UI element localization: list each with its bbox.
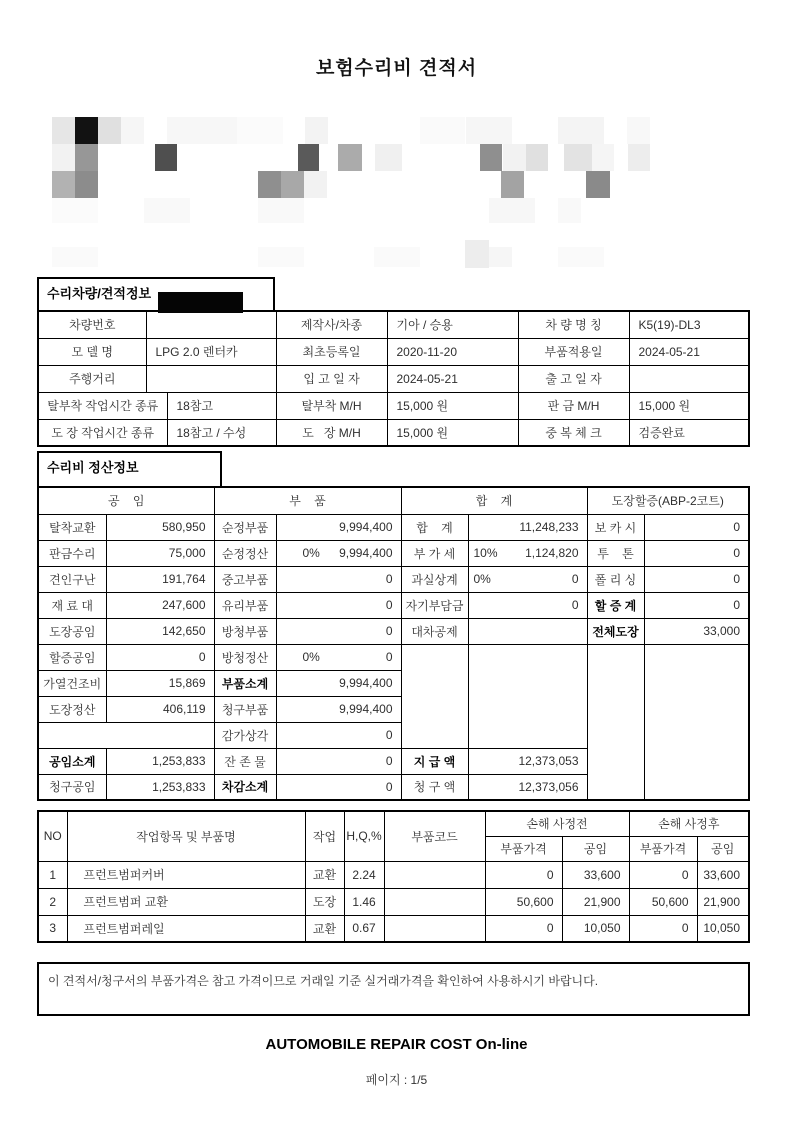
total-label: 과실상계	[401, 566, 468, 592]
work-type: 도장	[305, 888, 344, 915]
parts-value: 0	[276, 566, 401, 592]
after-labor: 10,050	[697, 915, 749, 942]
table-row	[38, 365, 749, 392]
redacted-pixel-block	[75, 171, 98, 198]
total-label: 청 구 액	[401, 774, 468, 800]
paint-value-empty	[644, 644, 749, 800]
labor-value: 142,650	[106, 618, 214, 644]
section-settlement-info	[37, 451, 222, 488]
header-before-labor: 공임	[562, 836, 629, 861]
group-header-paint: 도장할증(ABP-2코트)	[587, 487, 749, 514]
parts-label: 순정부품	[214, 514, 276, 540]
header-hq: H,Q,%	[344, 811, 384, 861]
value-maker: 기아 / 승용	[387, 311, 518, 338]
table-row	[38, 540, 749, 566]
labor-value: 406,119	[106, 696, 214, 722]
value-remove-type: 18참고	[167, 392, 276, 419]
total-label: 부 가 세	[401, 540, 468, 566]
label-model: 모 델 명	[38, 338, 146, 365]
header-after-price: 부품가격	[629, 836, 697, 861]
table-row	[38, 419, 749, 446]
redacted-pixel-block	[155, 144, 177, 171]
value-sheetmetal-mh: 15,000 원	[629, 392, 749, 419]
labor-value: 1,253,833	[106, 774, 214, 800]
label-remove-type: 탈부착 작업시간 종류	[38, 392, 167, 419]
paint-label: 보 카 시	[587, 514, 644, 540]
redacted-pixel-block	[480, 144, 502, 171]
labor-label: 청구공임	[38, 774, 106, 800]
paint-label-empty	[587, 644, 644, 800]
paint-label: 전체도장	[587, 618, 644, 644]
redacted-pixel-block	[52, 247, 98, 267]
work-hq: 0.67	[344, 915, 384, 942]
redacted-pixel-block	[52, 198, 98, 223]
redacted-pixel-block	[298, 144, 319, 171]
labor-value: 580,950	[106, 514, 214, 540]
work-item-row	[38, 861, 749, 888]
value-remove-mh: 15,000 원	[387, 392, 518, 419]
before-part-price: 0	[485, 915, 562, 942]
redacted-pixel-block	[75, 144, 98, 171]
group-header-labor: 공 임	[38, 487, 214, 514]
vehicle-info-table	[37, 310, 750, 447]
labor-label: 견인구난	[38, 566, 106, 592]
redacted-pixel-block	[52, 117, 75, 144]
total-value: 10% 1,124,820	[468, 540, 587, 566]
header-after: 손해 사정후	[629, 811, 749, 836]
group-header-total: 합 계	[401, 487, 587, 514]
work-no: 2	[38, 888, 67, 915]
label-first-reg: 최초등록일	[276, 338, 387, 365]
table-row	[38, 392, 749, 419]
label-maker: 제작사/차종	[276, 311, 387, 338]
redacted-pixel-block	[564, 144, 592, 171]
redacted-pixel-block	[338, 144, 362, 171]
labor-label: 도장정산	[38, 696, 106, 722]
paint-label: 폴 리 싱	[587, 566, 644, 592]
labor-label: 재 료 대	[38, 592, 106, 618]
table-row	[38, 592, 749, 618]
table-row	[38, 618, 749, 644]
total-label-empty	[401, 644, 468, 748]
footer-brand: AUTOMOBILE REPAIR COST On-line	[265, 1036, 528, 1053]
value-paint-mh: 15,000 원	[387, 419, 518, 446]
parts-value: 9,994,400	[276, 696, 401, 722]
document-title: 보험수리비 견적서	[315, 58, 478, 79]
total-label: 합 계	[401, 514, 468, 540]
total-value: 12,373,053	[468, 748, 587, 774]
work-items-table	[37, 810, 750, 943]
value-mileage	[146, 365, 276, 392]
parts-value: 0% 9,994,400	[276, 540, 401, 566]
label-out-date: 출 고 일 자	[518, 365, 629, 392]
redacted-pixel-block	[526, 144, 548, 171]
parts-value: 0% 0	[276, 644, 401, 670]
redacted-pixel-block	[121, 117, 144, 144]
labor-label: 할증공임	[38, 644, 106, 670]
total-value	[468, 618, 587, 644]
total-percent: 10%	[473, 546, 498, 560]
work-header-row	[38, 811, 749, 836]
before-part-price: 50,600	[485, 888, 562, 915]
parts-label: 방청부품	[214, 618, 276, 644]
redacted-pixel-block	[98, 117, 121, 144]
work-item-name: 프런트범퍼커버	[67, 861, 305, 888]
label-remove-mh: 탈부착 M/H	[276, 392, 387, 419]
redacted-pixel-block	[144, 198, 190, 223]
value-first-reg: 2020-11-20	[387, 338, 518, 365]
redacted-pixel-block	[628, 144, 650, 171]
header-code: 부품코드	[384, 811, 485, 861]
labor-label: 가열건조비	[38, 670, 106, 696]
redacted-pixel-block	[627, 117, 650, 144]
labor-value: 0	[106, 644, 214, 670]
redacted-pixel-block	[503, 144, 526, 171]
redacted-pixel-block	[489, 198, 535, 223]
notice-box	[37, 962, 750, 1016]
total-label: 자기부담금	[401, 592, 468, 618]
total-percent: 0%	[473, 572, 491, 586]
work-item-row	[38, 915, 749, 942]
labor-label: 탈착교환	[38, 514, 106, 540]
redacted-pixel-block	[558, 247, 604, 267]
header-before: 손해 사정전	[485, 811, 629, 836]
value-car-name: K5(19)-DL3	[629, 311, 749, 338]
parts-value: 0	[276, 722, 401, 748]
parts-label: 유리부품	[214, 592, 276, 618]
label-car-name: 차 량 명 칭	[518, 311, 629, 338]
paint-value: 33,000	[644, 618, 749, 644]
paint-value: 0	[644, 540, 749, 566]
labor-label: 판금수리	[38, 540, 106, 566]
parts-value: 9,994,400	[276, 514, 401, 540]
label-paint-type: 도 장 작업시간 종류	[38, 419, 167, 446]
table-row	[38, 566, 749, 592]
table-row	[38, 311, 749, 338]
redacted-pixel-block	[258, 247, 304, 267]
parts-label: 중고부품	[214, 566, 276, 592]
after-part-price: 50,600	[629, 888, 697, 915]
parts-label: 부품소계	[214, 670, 276, 696]
redacted-pixel-block	[374, 247, 420, 267]
parts-label: 잔 존 물	[214, 748, 276, 774]
section-title: 수리비 정산정보	[47, 460, 139, 475]
before-labor: 33,600	[562, 861, 629, 888]
section-title: 수리차량/견적정보	[47, 286, 152, 301]
group-header-parts: 부 품	[214, 487, 401, 514]
redacted-pixel-block	[167, 117, 237, 144]
redacted-pixel-block	[258, 198, 304, 223]
header-after-labor: 공임	[697, 836, 749, 861]
header-work: 작업	[305, 811, 344, 861]
label-plate-no: 차량번호	[38, 311, 146, 338]
total-value: 12,373,056	[468, 774, 587, 800]
redacted-pixel-block	[586, 171, 610, 198]
label-sheetmetal-mh: 판 금 M/H	[518, 392, 629, 419]
label-in-date: 입 고 일 자	[276, 365, 387, 392]
work-hq: 1.46	[344, 888, 384, 915]
redacted-pixel-block	[305, 117, 328, 144]
work-no: 1	[38, 861, 67, 888]
label-paint-mh: 도 장 M/H	[276, 419, 387, 446]
redacted-pixel-block	[466, 117, 512, 144]
total-value: 0% 0	[468, 566, 587, 592]
parts-value: 9,994,400	[276, 670, 401, 696]
redacted-pixel-block	[304, 171, 327, 198]
settlement-header-row	[38, 487, 749, 514]
notice-text: 이 견적서/청구서의 부품가격은 참고 가격이므로 거래일 기준 실거래가격을 확인하여 사용하시기 바랍니다.	[48, 974, 599, 988]
after-labor: 33,600	[697, 861, 749, 888]
redacted-pixel-block	[52, 144, 75, 171]
before-labor: 21,900	[562, 888, 629, 915]
label-dup-check: 중 복 체 크	[518, 419, 629, 446]
before-part-price: 0	[485, 861, 562, 888]
labor-label: 공임소계	[38, 748, 106, 774]
table-row	[38, 644, 749, 670]
redacted-pixel-block	[237, 117, 283, 144]
footer-page-number: 페이지 : 1/5	[365, 1073, 428, 1087]
work-item-row	[38, 888, 749, 915]
value-in-date: 2024-05-21	[387, 365, 518, 392]
label-mileage: 주행거리	[38, 365, 146, 392]
parts-value: 0	[276, 618, 401, 644]
parts-value: 0	[276, 774, 401, 800]
labor-value: 1,253,833	[106, 748, 214, 774]
value-model: LPG 2.0 렌터카	[146, 338, 276, 365]
redacted-pixel-block	[75, 117, 98, 144]
redacted-pixel-block	[281, 171, 304, 198]
work-hq: 2.24	[344, 861, 384, 888]
work-item-name: 프런트범퍼레일	[67, 915, 305, 942]
total-label: 대차공제	[401, 618, 468, 644]
paint-value: 0	[644, 514, 749, 540]
redacted-pixel-block	[375, 144, 402, 171]
parts-percent: 0%	[302, 650, 320, 664]
value-parts-date: 2024-05-21	[629, 338, 749, 365]
paint-value: 0	[644, 592, 749, 618]
parts-label: 청구부품	[214, 696, 276, 722]
parts-label: 차감소계	[214, 774, 276, 800]
header-no: NO	[38, 811, 67, 861]
value-paint-type: 18참고 / 수성	[167, 419, 276, 446]
labor-value: 247,600	[106, 592, 214, 618]
work-type: 교환	[305, 861, 344, 888]
parts-label: 감가상각	[214, 722, 276, 748]
labor-label: 도장공임	[38, 618, 106, 644]
parts-value: 0	[276, 748, 401, 774]
labor-empty	[38, 722, 214, 748]
total-value: 11,248,233	[468, 514, 587, 540]
labor-value: 15,869	[106, 670, 214, 696]
redacted-plate-number-bar	[158, 292, 243, 313]
label-parts-date: 부품적용일	[518, 338, 629, 365]
header-item: 작업항목 및 부품명	[67, 811, 305, 861]
before-labor: 10,050	[562, 915, 629, 942]
work-part-code	[384, 861, 485, 888]
work-no: 3	[38, 915, 67, 942]
redacted-pixel-block	[558, 198, 581, 223]
parts-label: 방청정산	[214, 644, 276, 670]
after-labor: 21,900	[697, 888, 749, 915]
labor-value: 191,764	[106, 566, 214, 592]
work-type: 교환	[305, 915, 344, 942]
value-out-date	[629, 365, 749, 392]
redacted-pixel-block	[558, 117, 604, 144]
parts-label: 순정정산	[214, 540, 276, 566]
work-item-name: 프런트범퍼 교환	[67, 888, 305, 915]
redacted-pixel-block	[52, 171, 75, 198]
redacted-pixel-block	[465, 240, 489, 268]
work-part-code	[384, 915, 485, 942]
redacted-pixel-block	[592, 144, 614, 171]
paint-value: 0	[644, 566, 749, 592]
paint-label: 할 증 계	[587, 592, 644, 618]
table-row	[38, 338, 749, 365]
header-before-price: 부품가격	[485, 836, 562, 861]
parts-value: 0	[276, 592, 401, 618]
after-part-price: 0	[629, 915, 697, 942]
redacted-pixel-block	[489, 247, 512, 267]
redacted-pixel-block	[258, 171, 281, 198]
parts-percent: 0%	[302, 546, 320, 560]
after-part-price: 0	[629, 861, 697, 888]
total-value: 0	[468, 592, 587, 618]
settlement-table	[37, 486, 750, 801]
total-label: 지 급 액	[401, 748, 468, 774]
work-part-code	[384, 888, 485, 915]
value-dup-check: 검증완료	[629, 419, 749, 446]
paint-label: 투 톤	[587, 540, 644, 566]
redacted-pixel-block	[501, 171, 524, 198]
table-row	[38, 514, 749, 540]
value-plate-no	[146, 311, 276, 338]
total-value-empty	[468, 644, 587, 748]
redacted-pixel-block	[420, 117, 465, 144]
labor-value: 75,000	[106, 540, 214, 566]
